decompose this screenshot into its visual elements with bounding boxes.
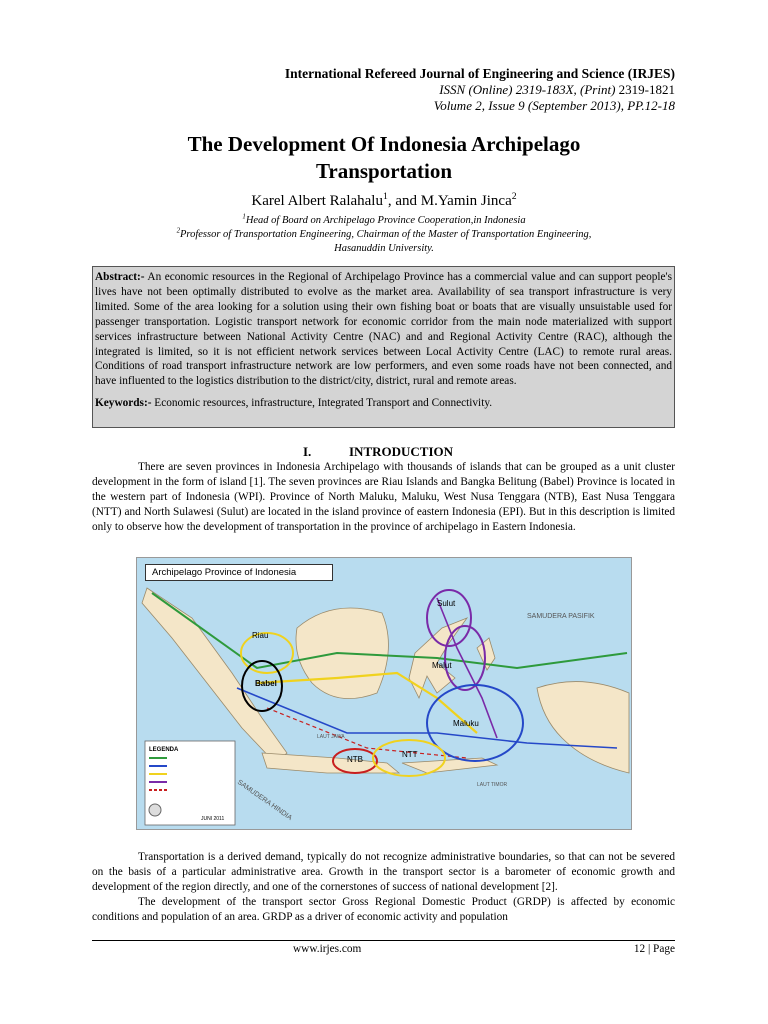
volume-line: Volume 2, Issue 9 (September 2013), PP.12-18 <box>433 98 675 113</box>
label-sulut: Sulut <box>437 599 456 608</box>
paper-title <box>0 131 768 185</box>
authors <box>0 191 768 211</box>
author-connector: , and M.Yamin Jinca <box>387 193 512 209</box>
affiliation-1-sup: 1 <box>242 213 246 221</box>
paragraph-2: Transportation is a derived demand, typically do not recognize administrative boundaries, so that can not be severed on the basis of a particular administrative area. Growth in the transport sector is a barometer of economic growth and development of the region directly, and one of the cornerstones of success of national development [2]. <box>92 851 675 893</box>
ministry-logo-icon <box>149 804 161 816</box>
body-text-2 <box>92 850 675 925</box>
label-riau: Riau <box>252 631 269 640</box>
issn-online: ISSN (Online) 2319-183X, (Print) <box>439 82 619 97</box>
abstract-text: An economic resources in the Regional of Archipelago Province has a commercial value and can support people's lives have not been optimally distributed to evolve as the market area. Availability of sea transport infrastructure is very limited. Some of the area looking for a solution using their own fishing boat or boats that are visually unsuistable used for passenger transportation. Logistic transport network for economic corridor from the main node materialized with support services infrastructure between National Activity Centre (NAC) and and Regional Activity Centre (RAC), although the integrated is limited, so it is not efficient network services between Local Activity Centre (LAC) to remote rural areas. Conditions of road transport infrastructure network are low performers, and even some roads have not been connected, and have influented to the logistics distribution to the district/city, district, rural and remote areas. <box>95 271 672 388</box>
affiliation-2-sup: 2 <box>176 227 180 235</box>
label-babel: Babel <box>255 679 277 688</box>
label-laut-timor: LAUT TIMOR <box>477 782 508 788</box>
author-2-sup: 2 <box>511 191 517 202</box>
intro-paragraph: There are seven provinces in Indonesia Archipelago with thousands of islands that can be grouped as a unit cluster development in the form of island [1]. The seven provinces are Riau Islands and Bangka Belitung (Babel) Province is located in the western part of Indonesia (WPI). Province of North Maluku, Maluku, West Nusa Tenggara (NTB), East Nusa Tenggara (NTT) and North Sulawesi (Sulut) are located in the island province of eastern Indonesia (EPI). But in this description is limited only to observe how the development of transportation in the province of archipelago in Eastern Indonesia. <box>92 461 675 533</box>
abstract-box <box>92 266 675 428</box>
section-number: I. <box>303 444 312 459</box>
title-line-1: The Development Of Indonesia Archipelago <box>187 132 581 156</box>
label-ntt: NTT <box>402 750 418 759</box>
keywords <box>95 396 672 411</box>
journal-name: International Refereed Journal of Engineering and Science (IRJES) <box>284 66 675 81</box>
author-1-sup: 1 <box>382 191 388 202</box>
footer-website: www.irjes.com <box>293 943 362 955</box>
affiliation-3: Hasanuddin University. <box>334 243 434 254</box>
archipelago-map-figure <box>136 557 632 830</box>
label-laut-jawa: LAUT JAWA <box>317 734 345 740</box>
issn-print: 2319-1821 <box>618 82 675 97</box>
title-line-2: Transportation <box>315 159 453 183</box>
map-date: JUNI 2011 <box>201 816 225 822</box>
page-footer <box>92 940 675 957</box>
label-samudera-pasifik: SAMUDERA PASIFIK <box>527 613 595 620</box>
label-maluku: Maluku <box>453 719 479 728</box>
label-samudera-hindia: SAMUDERA HINDIA <box>235 778 294 822</box>
intro-text <box>92 460 675 535</box>
section-title: INTRODUCTION <box>349 444 454 459</box>
affiliation-1-text: Head of Board on Archipelago Province Cooperation,in Indonesia <box>245 215 526 226</box>
affiliation-2-text: Professor of Transportation Engineering, Chairman of the Master of Transportation Engineering, <box>179 229 592 240</box>
paragraph-3: The development of the transport sector Gross Regional Domestic Product (GRDP) is affected by economic conditions and population of an area. GRDP as a driver of economic activity and population <box>92 896 675 923</box>
issn-line <box>439 82 675 98</box>
affiliation-1 <box>0 214 768 227</box>
label-ntb: NTB <box>347 755 363 764</box>
affiliation-2 <box>0 228 768 241</box>
abstract-label: Abstract:- <box>95 271 145 283</box>
keywords-label: Keywords:- <box>95 397 152 410</box>
abstract <box>95 270 672 389</box>
map-title-box: Archipelago Province of Indonesia <box>145 564 333 581</box>
label-malut: Malut <box>432 661 452 670</box>
map-svg <box>137 558 631 829</box>
keywords-text: Economic resources, infrastructure, Integrated Transport and Connectivity. <box>151 397 493 410</box>
author-1: Karel Albert Ralahalu <box>251 193 383 209</box>
legend-title: LEGENDA <box>149 747 179 753</box>
footer-page-number: 12 | Page <box>633 943 675 955</box>
